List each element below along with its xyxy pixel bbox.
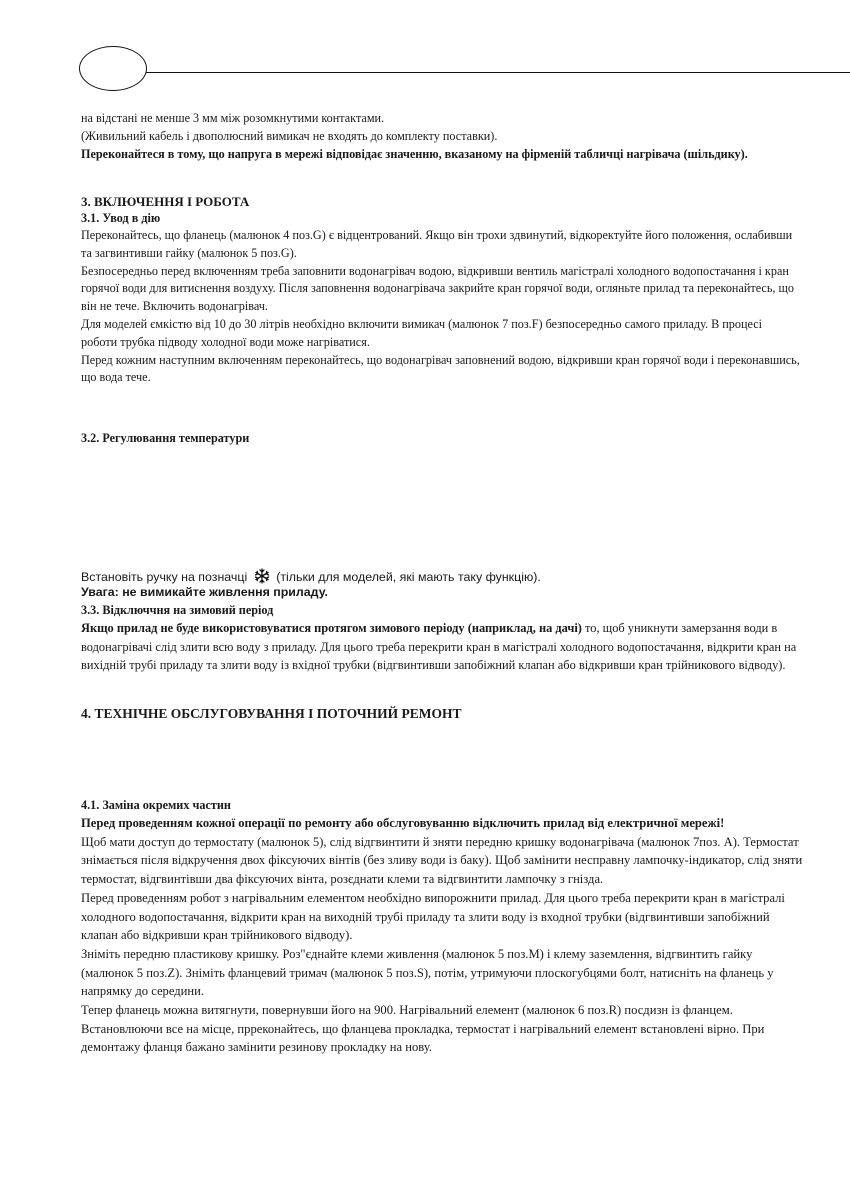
paragraph: на відстані не менше 3 мм між розомкнутими контактами. (81, 111, 385, 125)
instruction-line (81, 568, 821, 585)
section-heading: 3. ВКЛЮЧЕННЯ І РОБОТА (81, 194, 250, 209)
page-number-oval (79, 46, 147, 91)
warning-paragraph: Перед проведенням кожної операції по ремонту або обслуговуванню відключить прилад від електричної мережі! (81, 816, 725, 830)
paragraph: Тепер фланець можна витягнути, повернувши його на 900. Нагрівальний елемент (малюнок 6 поз.R) посдизн із фланцем. (81, 1003, 733, 1018)
section-3-2-heading-block (81, 430, 801, 447)
instruction-text: (тільки для моделей, які мають таку функцію). (276, 570, 541, 584)
paragraph: (Живильний кабель і двополюсний вимикач не входять до комплекту поставки). (81, 128, 498, 143)
instruction-text: Встановіть ручку на позначці (81, 570, 248, 584)
subsection-heading: 3.1. Увод в дію (81, 211, 161, 225)
section-3-1 (81, 193, 801, 387)
paragraph: Перед кожним наступним включенням переконайтесь, що водонагрівач заповнений водою, відкривши кран горячої води і переконавшись, що вода тече. (81, 352, 800, 385)
section-3-2-body (81, 568, 821, 600)
section-4-1 (81, 797, 806, 1057)
warning-paragraph: Переконайтеся в тому, що напруга в мережі відповідає значенню, вказаному на фірменій табличці нагрівача (шільдику). (81, 146, 748, 161)
paragraph: Щоб мати доступ до термостату (малюнок 5), слід відгвинтити й зняти передню кришку водонагрівача (малюнок 7поз. А). Термостат знімається після відкручення двох фіксуючих вінтів (без зливу води із баку). Щоб замінити несправну лампочку-індикатор, слід зняти термостат, відгвинтівши два фіксуючих вінта, розєднати клеми та відгвинтити лампочку з гнізда. (81, 834, 803, 887)
paragraph-bold: Якщо прилад не буде використовуватися протягом зимового періоду (наприклад, на дачі) (81, 621, 582, 635)
section-2-end (81, 110, 801, 163)
paragraph: Зніміть передню пластикову кришку. Роз"єднайте клеми живлення (малюнок 5 поз.M) і клему заземлення, відгвинтить гайку (малюнок 5 поз.Z). Зніміть фланцевий тримач (малюнок 5 поз.S), потім, утримуючи плоскогубцями болт, натисніть на фланець у напрямку до середини. (81, 946, 774, 999)
section-heading: 4. ТЕХНІЧНЕ ОБСЛУГОВУВАННЯ І ПОТОЧНИЙ РЕМОНТ (81, 706, 462, 721)
warning-line: Увага: не вимикайте живлення приладу. (81, 585, 328, 599)
subsection-heading: 3.2. Регулювання температури (81, 431, 250, 445)
snowflake-icon (251, 568, 273, 584)
paragraph (81, 619, 801, 675)
subsection-heading: 4.1. Заміна окремих частин (81, 798, 231, 812)
paragraph: Встановлюючи все на місце, прреконайтесь, що фланцева прокладка, термостат і нагрівальний елемент встановлені вірно. При демонтажу фланця бажано замінити резинову прокладку на нову. (81, 1021, 765, 1055)
paragraph: Безпосередньо перед включенням треба заповнити водонагрівач водою, відкривши вентиль магістралі холодного водопостачання і кран горячої води для витиснення воздуху. Після заповнення водонагрівача закрийте кран горячої води, огляньте прилад та переконайтесь, що він не тече. Включить водонагрівач. (81, 263, 794, 314)
section-3-3 (81, 602, 801, 675)
paragraph: Для моделей ємкістю від 10 до 30 літрів необхідно включити вимикач (малюнок 7 поз.F) безпосередньо самого приладу. В процесі роботи трубка підводу холодної води може нагріватися. (81, 316, 762, 349)
paragraph-text: то, щоб уникнути замерзання води в водонагрівачі слід злити всю воду з приладу. Для цього треба перекрити кран в магістралі холодного водопостачання, відкрити кран на вихідній трубі приладу та злити воду із вхідної трубки (відгвинтивши запобіжний клапан або відкривши кран трійникового відводу). (81, 621, 797, 673)
paragraph: Перед проведенням робот з нагрівальним елементом необхідно випорожнити прилад. Для цього треба перекрити кран в магістралі холодного водопостачання, відкрити кран на виходній трубі приладу та злити воду із входної трубки (відгвинтивши запобіжний клапан або відкривши кран трійникового відводу). (81, 890, 785, 943)
header-rule (146, 72, 850, 73)
section-4-heading-block (81, 705, 801, 723)
paragraph: Переконайтесь, що фланець (малюнок 4 поз.G) є відцентрований. Якщо він трохи здвинутий, відкоректуйте його положення, ослабивши та загвинтивши гайку (малюнок 5 поз.G). (81, 228, 793, 260)
subsection-heading: 3.3. Відключчня на зимовий період (81, 603, 274, 617)
